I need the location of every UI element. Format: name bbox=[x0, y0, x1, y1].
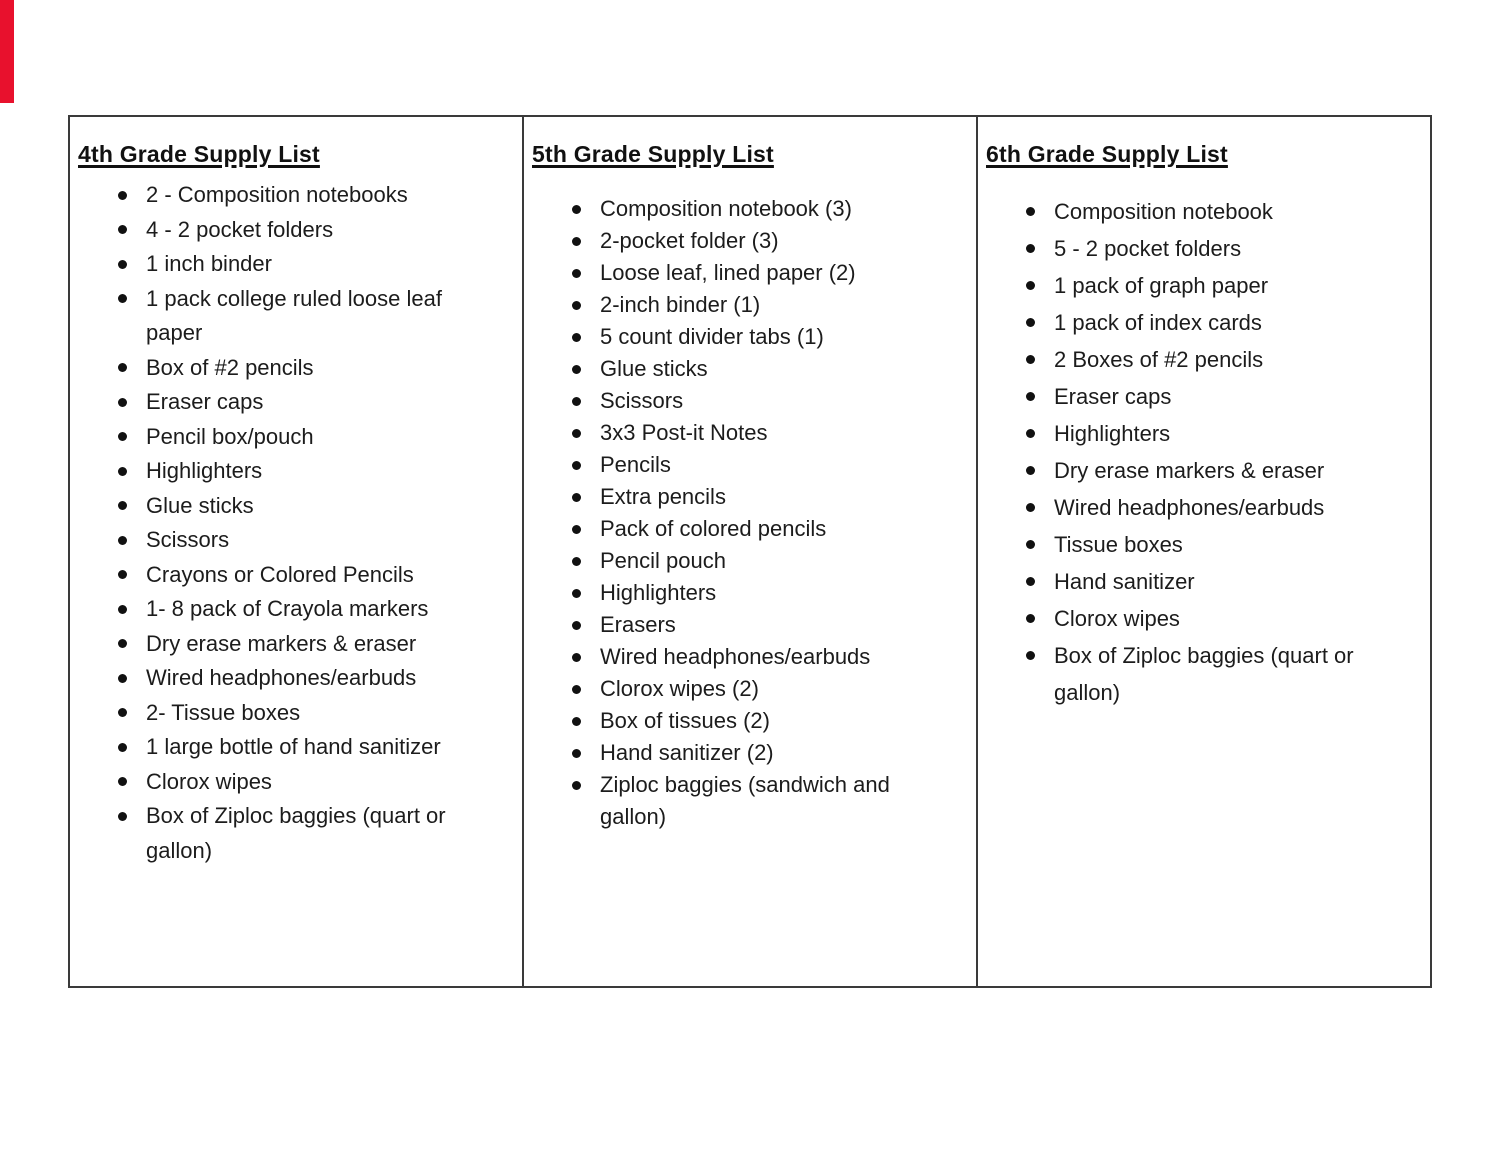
supply-item: 1 pack of graph paper bbox=[1026, 267, 1410, 304]
supply-item: Tissue boxes bbox=[1026, 526, 1410, 563]
supply-item: 3x3 Post-it Notes bbox=[572, 417, 956, 449]
supply-item: Pencils bbox=[572, 449, 956, 481]
supply-item: 2 Boxes of #2 pencils bbox=[1026, 341, 1410, 378]
grade-4-supply-column bbox=[70, 117, 524, 986]
grade-6-supply-column bbox=[978, 117, 1430, 986]
supply-item: Glue sticks bbox=[118, 489, 502, 524]
supply-item: Dry erase markers & eraser bbox=[118, 627, 502, 662]
supply-item: Composition notebook (3) bbox=[572, 193, 956, 225]
supply-item: Dry erase markers & eraser bbox=[1026, 452, 1410, 489]
supply-item: 1- 8 pack of Crayola markers bbox=[118, 592, 502, 627]
supply-item: Crayons or Colored Pencils bbox=[118, 558, 502, 593]
supply-item: Pack of colored pencils bbox=[572, 513, 956, 545]
supply-item: 5 - 2 pocket folders bbox=[1026, 230, 1410, 267]
supply-item: 1 pack college ruled loose leaf paper bbox=[118, 282, 502, 351]
supply-item: Box of #2 pencils bbox=[118, 351, 502, 386]
supply-item: Hand sanitizer (2) bbox=[572, 737, 956, 769]
supply-item: 2 - Composition notebooks bbox=[118, 178, 502, 213]
supply-lists-table bbox=[68, 115, 1432, 988]
supply-item: Extra pencils bbox=[572, 481, 956, 513]
grade-5-supply-column bbox=[524, 117, 978, 986]
supply-item: 1 inch binder bbox=[118, 247, 502, 282]
supply-item: Wired headphones/earbuds bbox=[118, 661, 502, 696]
supply-item: Hand sanitizer bbox=[1026, 563, 1410, 600]
supply-item: Glue sticks bbox=[572, 353, 956, 385]
supply-item: Clorox wipes (2) bbox=[572, 673, 956, 705]
supply-item: Clorox wipes bbox=[1026, 600, 1410, 637]
supply-item: Highlighters bbox=[572, 577, 956, 609]
supply-item: Pencil box/pouch bbox=[118, 420, 502, 455]
supply-item: Loose leaf, lined paper (2) bbox=[572, 257, 956, 289]
grade-4-title: 4th Grade Supply List bbox=[78, 141, 320, 167]
supply-item: Wired headphones/earbuds bbox=[572, 641, 956, 673]
supply-item: Composition notebook bbox=[1026, 193, 1410, 230]
grade-6-title: 6th Grade Supply List bbox=[986, 141, 1228, 167]
supply-item: 2- Tissue boxes bbox=[118, 696, 502, 731]
supply-item: Scissors bbox=[118, 523, 502, 558]
red-accent-bar bbox=[0, 0, 14, 103]
supply-item: Eraser caps bbox=[118, 385, 502, 420]
supply-item: Pencil pouch bbox=[572, 545, 956, 577]
supply-item: Box of Ziploc baggies (quart or gallon) bbox=[118, 799, 502, 868]
supply-item: 1 pack of index cards bbox=[1026, 304, 1410, 341]
supply-item: 5 count divider tabs (1) bbox=[572, 321, 956, 353]
supply-item: 4 - 2 pocket folders bbox=[118, 213, 502, 248]
supply-item: Box of Ziploc baggies (quart or gallon) bbox=[1026, 637, 1410, 711]
supply-item: 2-pocket folder (3) bbox=[572, 225, 956, 257]
supply-item: Wired headphones/earbuds bbox=[1026, 489, 1410, 526]
supply-item: Highlighters bbox=[1026, 415, 1410, 452]
supply-item: Box of tissues (2) bbox=[572, 705, 956, 737]
supply-item: Erasers bbox=[572, 609, 956, 641]
supply-item: Clorox wipes bbox=[118, 765, 502, 800]
supply-item: Highlighters bbox=[118, 454, 502, 489]
supply-item: 2-inch binder (1) bbox=[572, 289, 956, 321]
supply-item: Eraser caps bbox=[1026, 378, 1410, 415]
grade-6-supply-list bbox=[986, 193, 1430, 711]
supply-item: 1 large bottle of hand sanitizer bbox=[118, 730, 502, 765]
grade-5-supply-list bbox=[532, 193, 976, 833]
supply-item: Ziploc baggies (sandwich and gallon) bbox=[572, 769, 956, 833]
supply-item: Scissors bbox=[572, 385, 956, 417]
grade-5-title: 5th Grade Supply List bbox=[532, 141, 774, 167]
grade-4-supply-list bbox=[78, 178, 522, 868]
